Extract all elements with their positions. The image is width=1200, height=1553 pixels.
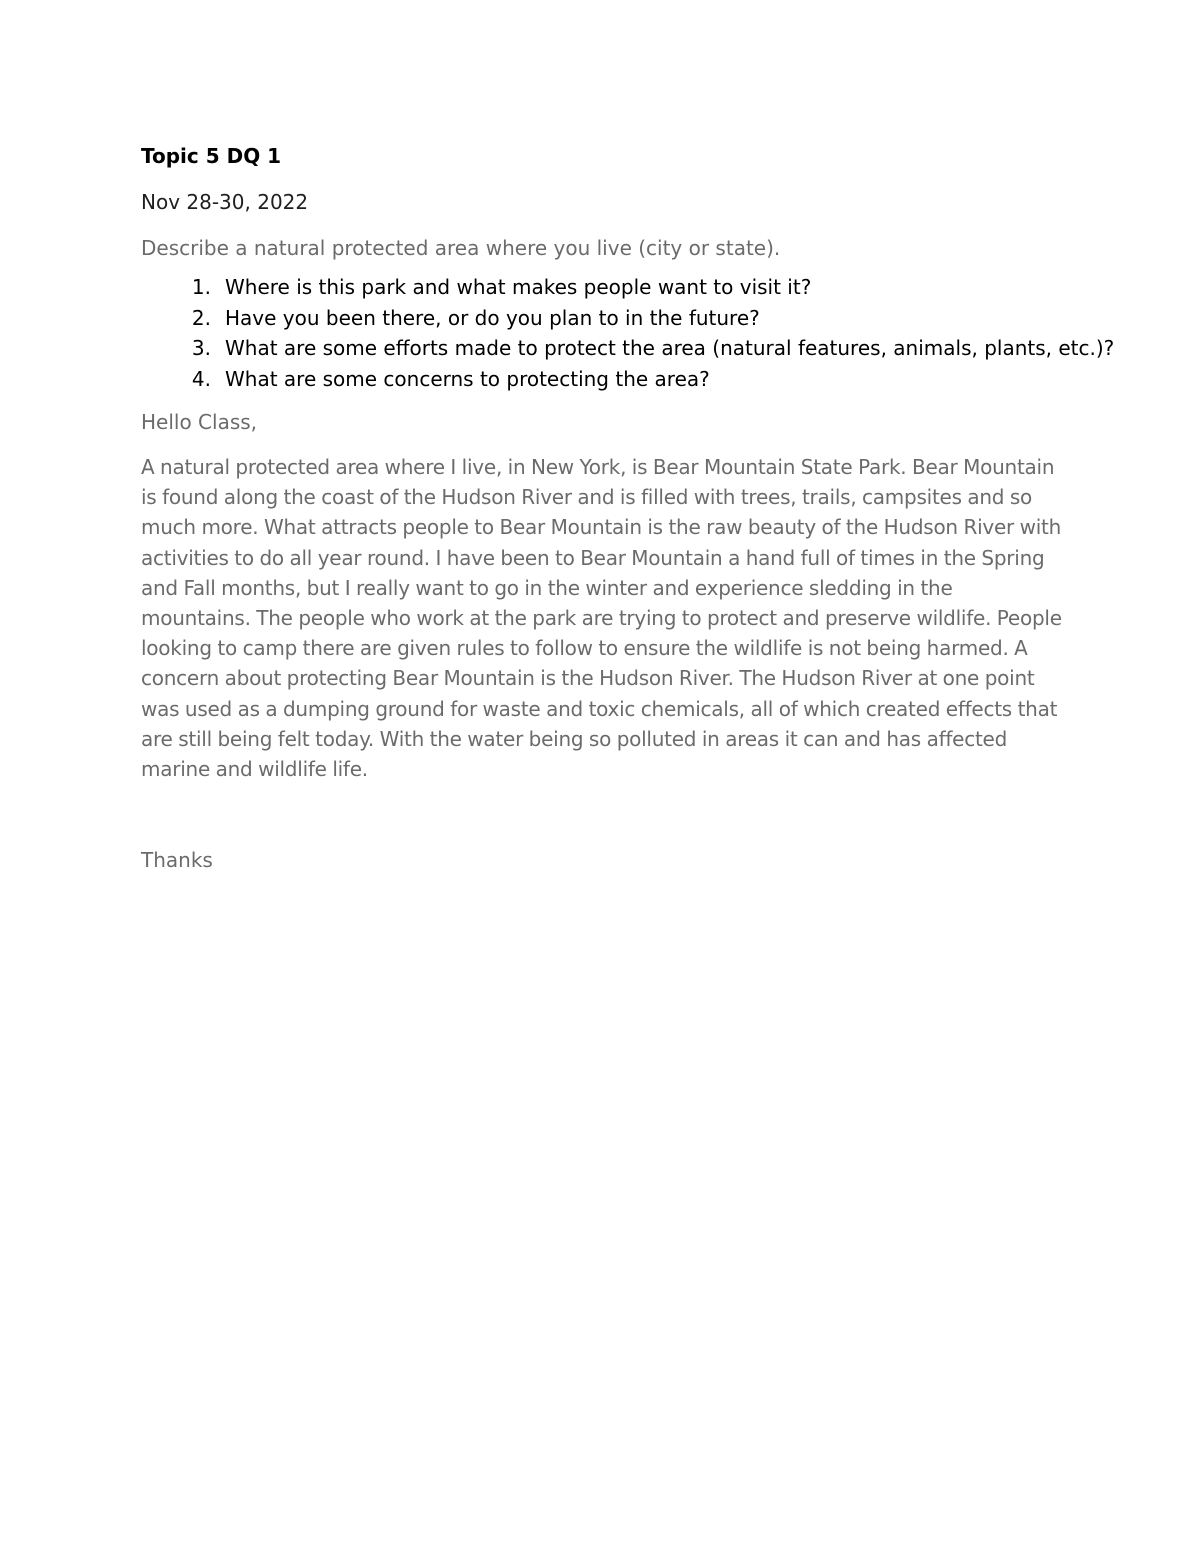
question-number: 1. <box>191 275 211 299</box>
question-text: Have you been there, or do you plan to in the future? <box>225 305 760 330</box>
question-text: What are some efforts made to protect the area (natural features, animals, plants, etc.)? <box>225 336 1115 360</box>
response-paragraph: A natural protected area where I live, in New York, is Bear Mountain State Park. Bear Mountain is found along the coast of the Hudson River and is filled with trees, trails, campsites and so much more. What attracts people to Bear Mountain is the raw beauty of the Hudson River with activities to do all year round. I have been to Bear Mountain a hand full of times in the Spring and Fall months, but I really want to go in the winter and experience sledding in the mountains. The people who work at the park are trying to protect and preserve wildlife. People looking to camp there are given rules to follow to ensure the wildlife is not being harmed. A concern about protecting Bear Mountain is the Hudson River. The Hudson River at one point was used as a dumping ground for waste and toxic chemicals, all of which created effects that are still being felt today. With the water being so polluted in areas it can and has affected marine and wildlife life. <box>141 455 1062 782</box>
question-item <box>141 364 1066 395</box>
signoff: Thanks <box>141 848 213 873</box>
question-number: 2. <box>191 305 211 330</box>
question-text: Where is this park and what makes people want to visit it? <box>225 275 812 299</box>
question-number: 4. <box>191 366 211 391</box>
question-item <box>141 272 1066 303</box>
question-item <box>141 303 1066 334</box>
document-date: Nov 28-30, 2022 <box>141 190 309 214</box>
document-title: Topic 5 DQ 1 <box>141 144 282 168</box>
discussion-prompt: Describe a natural protected area where you live (city or state). <box>141 236 781 260</box>
document-page <box>141 140 1115 876</box>
question-list <box>141 272 1115 394</box>
greeting: Hello Class, <box>141 410 258 434</box>
question-text: What are some concerns to protecting the area? <box>225 366 710 391</box>
question-item <box>141 333 1115 364</box>
question-number: 3. <box>191 336 211 360</box>
